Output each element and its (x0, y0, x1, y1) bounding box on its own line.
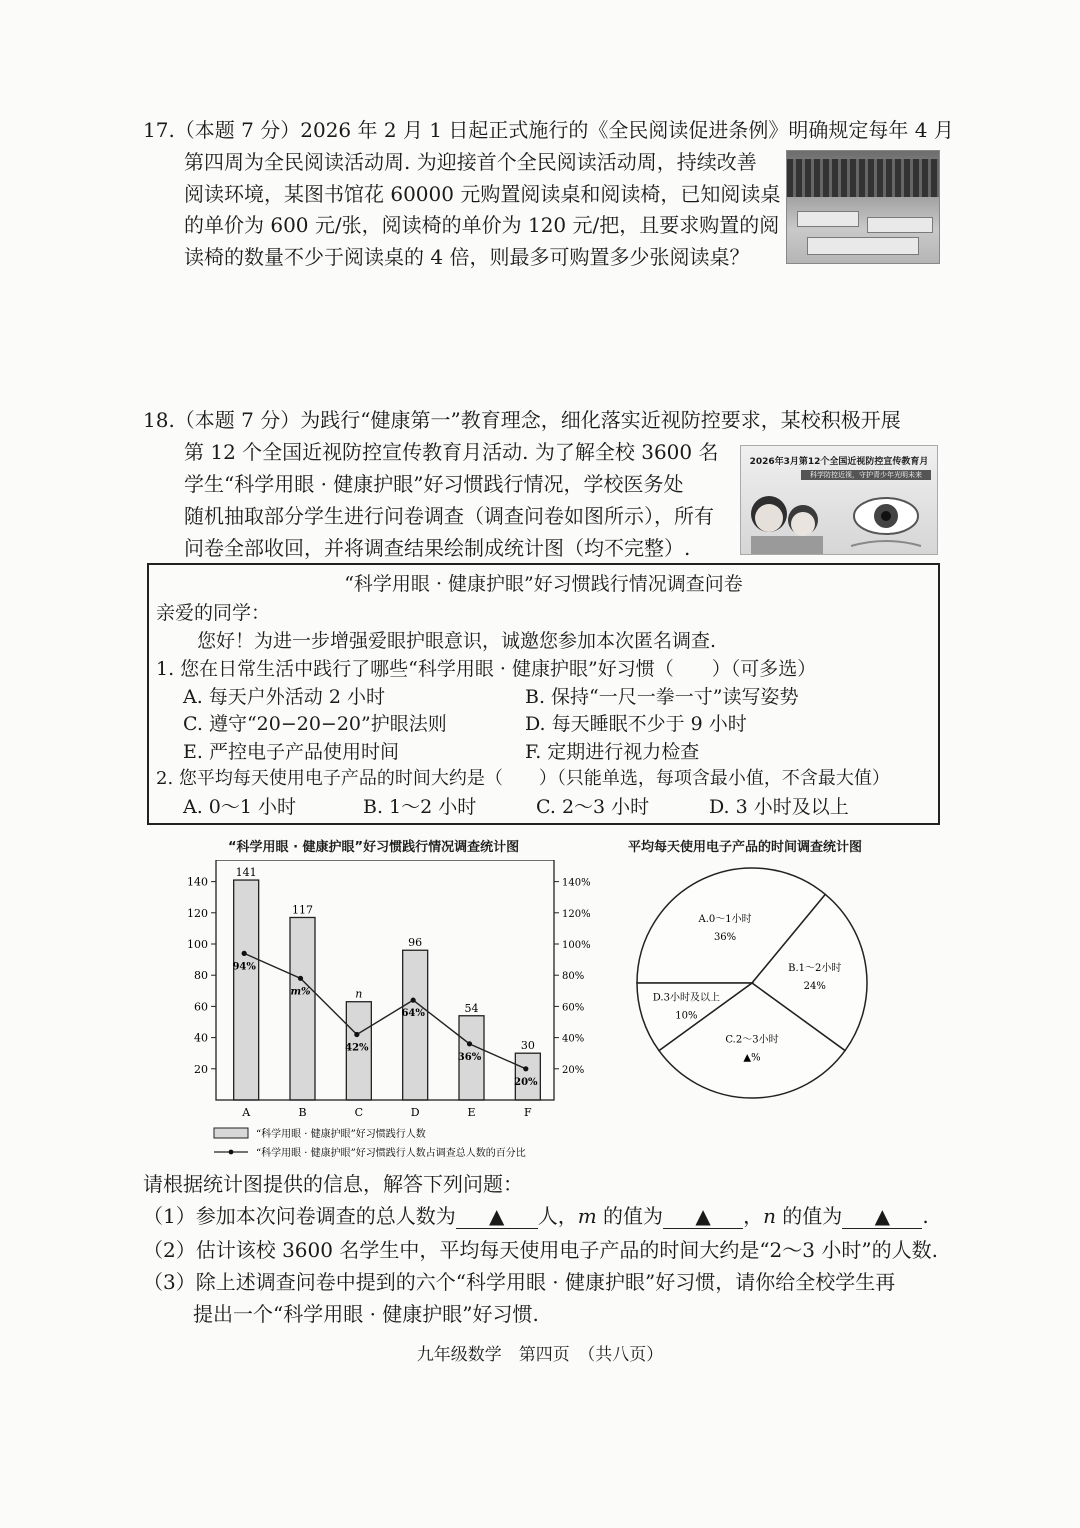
bar-label-D: 96 (408, 936, 423, 950)
q18-line-2: 第 12 个全国近视防控宣传教育月活动. 为了解全校 3600 名 (184, 440, 719, 464)
q17-line-2: 第四周为全民阅读活动周. 为迎接首个全民阅读活动周，持续改善 (184, 150, 757, 174)
right-tick-label: 40% (562, 1033, 585, 1045)
question-1-text-g: 的值为 (775, 1204, 843, 1228)
pie-chart (620, 858, 890, 1108)
plot-frame (216, 860, 554, 1100)
left-tick-label: 80 (194, 969, 208, 983)
pie-label-2: C.2～3小时 (725, 1034, 779, 1046)
survey-option-d: D. 每天睡眠不少于 9 小时 (525, 713, 747, 735)
pie-value-2: ▲% (743, 1052, 761, 1064)
bar-line-chart (160, 860, 610, 1160)
left-tick-label: 60 (194, 1000, 208, 1014)
answer-blank-m[interactable]: ▲ (663, 1204, 743, 1229)
category-label-D: D (410, 1106, 420, 1119)
line-point-E (467, 1041, 472, 1046)
pie-label-1: B.1～2小时 (788, 963, 842, 975)
right-tick-label: 80% (562, 971, 585, 983)
library-photo (786, 150, 940, 264)
survey-q2-option-a: A. 0～1 小时 (183, 796, 297, 818)
question-1-text-b: 人， (537, 1204, 578, 1228)
line-label-C: 42% (345, 1042, 369, 1054)
question-1-text-a: （1）参加本次问卷调查的总人数为 (143, 1204, 456, 1228)
survey-option-f: F. 定期进行视力检查 (525, 741, 700, 763)
legend-line-label: “科学用眼 · 健康护眼”好习惯践行人数占调查总人数的百分比 (256, 1148, 526, 1159)
question-3-line-2: 提出一个“科学用眼 · 健康护眼”好习惯. (193, 1302, 539, 1326)
right-tick-label: 120% (562, 908, 591, 920)
line-point-D (411, 998, 416, 1003)
survey-option-c: C. 遵守“20−20−20”护眼法则 (183, 713, 447, 735)
legend-bar-label: “科学用眼 · 健康护眼”好习惯践行人数 (256, 1129, 426, 1140)
bar-B (290, 917, 315, 1100)
pie-value-1: 24% (803, 981, 826, 993)
right-tick-label: 20% (562, 1064, 585, 1076)
pie-label-0: A.0～1小时 (698, 913, 752, 925)
poster-title: 2026年3月第12个全国近视防控宣传教育月 (749, 457, 929, 467)
question-1-var-n: n (763, 1204, 776, 1228)
left-tick-label: 20 (194, 1062, 208, 1076)
bar-label-A: 141 (235, 866, 257, 880)
page-footer: 九年级数学 第四页 （共八页） (416, 1345, 664, 1365)
right-tick-label: 100% (562, 940, 591, 951)
bar-A (234, 880, 259, 1100)
bar-D (403, 950, 428, 1100)
line-point-B (298, 976, 303, 981)
survey-title: “科学用眼 · 健康护眼”好习惯践行情况调查问卷 (344, 573, 743, 595)
left-tick-label: 40 (194, 1031, 208, 1045)
questions-lead: 请根据统计图提供的信息，解答下列问题： (143, 1172, 523, 1196)
q18-line-3: 学生“科学用眼 · 健康护眼”好习惯践行情况，学校医务处 (184, 472, 684, 496)
survey-option-a: A. 每天户外活动 2 小时 (183, 686, 385, 708)
question-1-text-d: 的值为 (596, 1204, 664, 1228)
pie-chart-title: 平均每天使用电子产品的时间调查统计图 (628, 840, 863, 855)
pie-value-0: 36% (713, 931, 737, 943)
survey-q2-option-c: C. 2～3 小时 (536, 796, 650, 818)
pie-value-3: 10% (675, 1010, 698, 1022)
myopia-poster (740, 445, 938, 555)
line-point-C (354, 1032, 359, 1037)
category-label-B: B (298, 1106, 307, 1119)
line-label-B: m% (290, 986, 311, 998)
category-label-E: E (467, 1106, 476, 1119)
survey-q2-option-d: D. 3 小时及以上 (709, 796, 849, 818)
survey-question-1: 1. 您在日常生活中践行了哪些“科学用眼 · 健康护眼”好习惯（ ）（可多选） (156, 658, 817, 680)
answer-blank-n[interactable]: ▲ (842, 1204, 922, 1229)
category-label-C: C (354, 1106, 364, 1119)
q17-line-4: 的单价为 600 元/张，阅读椅的单价为 120 元/把，且要求购置的阅 (184, 213, 780, 237)
right-tick-label: 60% (562, 1002, 585, 1014)
legend-line-dot (229, 1150, 234, 1155)
legend-bar-swatch (214, 1128, 248, 1138)
q17-line-5: 读椅的数量不少于阅读桌的 4 倍，则最多可购置多少张阅读桌？ (184, 245, 750, 269)
bar-label-B: 117 (292, 903, 313, 917)
q17-line-1: 17.（本题 7 分）2026 年 2 月 1 日起正式施行的《全民阅读促进条例》明确规定每年 4 月 (143, 118, 954, 142)
answer-blank-total[interactable]: ▲ (456, 1204, 538, 1229)
question-1-text-e: ， (743, 1204, 764, 1228)
line-label-F: 20% (514, 1076, 538, 1088)
right-tick-label: 140% (562, 877, 591, 889)
question-1-var-m: m (577, 1204, 597, 1228)
line-label-E: 36% (457, 1051, 482, 1063)
line-label-A: 94% (232, 961, 256, 973)
left-tick-label: 100 (187, 938, 208, 951)
survey-intro: 您好！为进一步增强爱眼护眼意识，诚邀您参加本次匿名调查. (197, 630, 717, 652)
bar-label-F: 30 (520, 1039, 535, 1053)
survey-greeting: 亲爱的同学： (156, 602, 271, 624)
survey-q2-option-b: B. 1～2 小时 (363, 796, 477, 818)
question-1 (143, 1204, 929, 1229)
line-point-A (242, 951, 247, 956)
q18-line-4: 随机抽取部分学生进行问卷调查（调查问卷如图所示），所有 (184, 504, 714, 528)
q17-line-3: 阅读环境，某图书馆花 60000 元购置阅读桌和阅读椅，已知阅读桌 (184, 182, 781, 206)
bar-label-E: 54 (464, 1001, 479, 1015)
line-label-D: 64% (401, 1008, 425, 1020)
line-point-F (523, 1066, 528, 1071)
bar-label-C: n (355, 987, 363, 1001)
bar-chart-title: “科学用眼 · 健康护眼”好习惯践行情况调查统计图 (228, 840, 520, 855)
category-label-F: F (524, 1106, 532, 1119)
question-2: （2）估计该校 3600 名学生中，平均每天使用电子产品的时间大约是“2～3 小时”的人数. (143, 1238, 938, 1262)
question-1-text-h: . (922, 1204, 929, 1228)
pie-label-3: D.3小时及以上 (652, 992, 720, 1004)
survey-option-e: E. 严控电子产品使用时间 (183, 741, 399, 763)
q18-line-1: 18.（本题 7 分）为践行“健康第一”教育理念，细化落实近视防控要求，某校积极开展 (143, 408, 901, 432)
survey-question-2: 2. 您平均每天使用电子产品的时间大约是（ ）（只能单选，每项含最小值，不含最大值） (156, 768, 890, 789)
survey-box (147, 563, 940, 825)
poster-slogan: 科学防控近视，守护青少年光明未来 (801, 470, 931, 480)
category-label-A: A (242, 1106, 251, 1119)
left-tick-label: 140 (187, 875, 208, 889)
left-tick-label: 120 (187, 906, 208, 920)
survey-option-b: B. 保持“一尺一拳一寸”读写姿势 (525, 686, 799, 708)
question-3-line-1: （3）除上述调查问卷中提到的六个“科学用眼 · 健康护眼”好习惯，请你给全校学生再 (143, 1270, 896, 1294)
poster-illustration (741, 446, 937, 554)
q18-line-5: 问卷全部收回，并将调查结果绘制成统计图（均不完整）. (184, 536, 691, 560)
